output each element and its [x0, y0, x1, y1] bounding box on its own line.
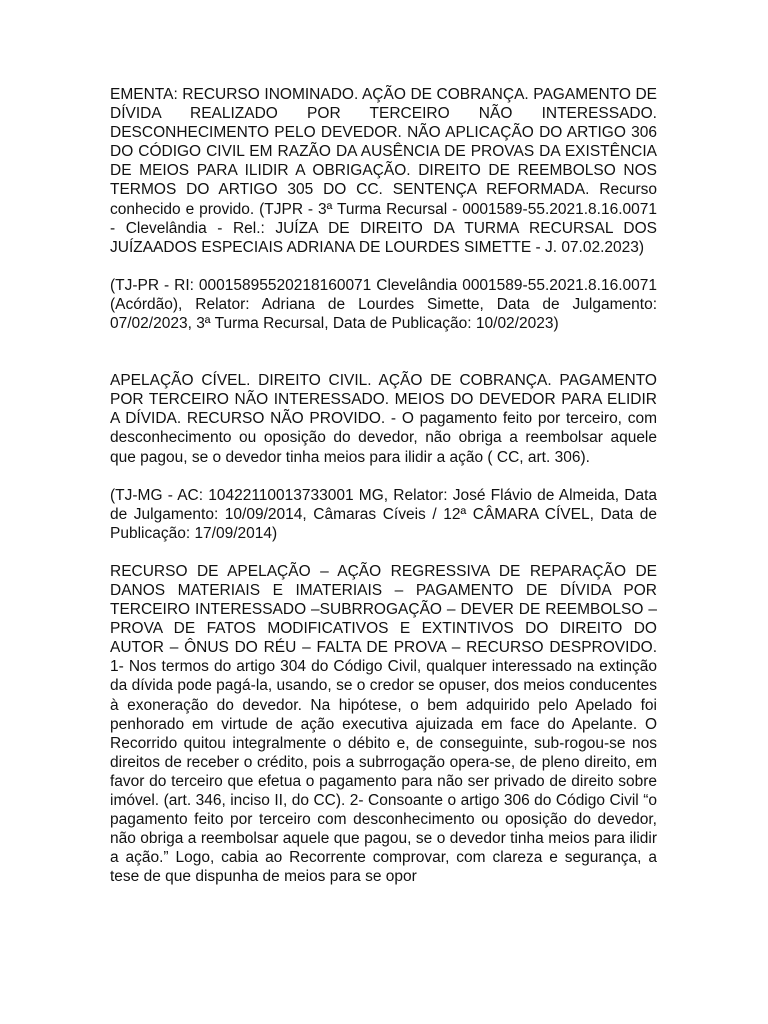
- citation-tjmg-paragraph: (TJ-MG - AC: 10422110013733001 MG, Relator: José Flávio de Almeida, Data de Julgamento: 10/09/2014, Câmaras Cíveis / 12ª CÂMARA CÍVEL, Data de Publicação: 17/09/2014): [110, 486, 657, 542]
- citation-tjpr-paragraph: (TJ-PR - RI: 00015895520218160071 Clevelândia 0001589-55.2021.8.16.0071 (Acórdão), Relator: Adriana de Lourdes Simette, Data de Julgamento: 07/02/2023, 3ª Turma Recursal, Data de Publicação: 10/02/2023): [110, 276, 657, 333]
- ementa-apelacao-paragraph: RECURSO DE APELAÇÃO – AÇÃO REGRESSIVA DE REPARAÇÃO DE DANOS MATERIAIS E IMATERIAIS – PAGAMENTO DE DÍVIDA POR TERCEIRO INTERESSADO –SUBRROGAÇÃO – DEVER DE REEMBOLSO – PROVA DE FATOS MODIFICATIVOS E EXTINTIVOS DO DIREITO DO AUTOR – ÔNUS DO RÉU – FALTA DE PROVA – RECURSO DESPROVIDO. 1- Nos termos do artigo 304 do Código Civil, qualquer interessado na extinção da dívida pode pagá-la, usando, se o credor se opuser, dos meios conducentes à exoneração do devedor. Na hipótese, o bem adquirido pelo Apelado foi penhorado em virtude de ação executiva ajuizada em face do Apelante. O Recorrido quitou integralmente o débito e, de conseguinte, sub-rogou-se nos direitos de receber o crédito, pois a subrrogação opera-se, de pleno direito, em favor do terceiro que efetua o pagamento para não ser privado de direito sobre imóvel. (art. 346, inciso II, do CC). 2- Consoante o artigo 306 do Código Civil “o pagamento feito por terceiro com desconhecimento ou oposição do devedor, não obriga a reembolsar aquele que pagou, se o devedor tinha meios para ilidir a ação.” Logo, cabia ao Recorrente comprovar, com clareza e segurança, a tese de que dispunha de meios para se opor: [110, 562, 657, 886]
- document-body: [110, 85, 657, 905]
- ementa-tjpr-paragraph: EMENTA: RECURSO INOMINADO. AÇÃO DE COBRANÇA. PAGAMENTO DE DÍVIDA REALIZADO POR TERCEIRO NÃO INTERESSADO. DESCONHECIMENTO PELO DEVEDOR. NÃO APLICAÇÃO DO ARTIGO 306 DO CÓDIGO CIVIL EM RAZÃO DA AUSÊNCIA DE PROVAS DA EXISTÊNCIA DE MEIOS PARA ILIDIR A OBRIGAÇÃO. DIREITO DE REEMBOLSO NOS TERMOS DO ARTIGO 305 DO CC. SENTENÇA REFORMADA. Recurso conhecido e provido. (TJPR - 3ª Turma Recursal - 0001589-55.2021.8.16.0071 - Clevelândia - Rel.: JUÍZA DE DIREITO DA TURMA RECURSAL DOS JUÍZAADOS ESPECIAIS ADRIANA DE LOURDES SIMETTE - J. 07.02.2023): [110, 86, 657, 256]
- ementa-tjmg-paragraph: APELAÇÃO CÍVEL. DIREITO CIVIL. AÇÃO DE COBRANÇA. PAGAMENTO POR TERCEIRO NÃO INTERESSADO. MEIOS DO DEVEDOR PARA ELIDIR A DÍVIDA. RECURSO NÃO PROVIDO. - O pagamento feito por terceiro, com desconhecimento ou oposição do devedor, não obriga a reembolsar aquele que pagou, se o devedor tinha meios para ilidir a ação ( CC, art. 306).: [110, 372, 657, 466]
